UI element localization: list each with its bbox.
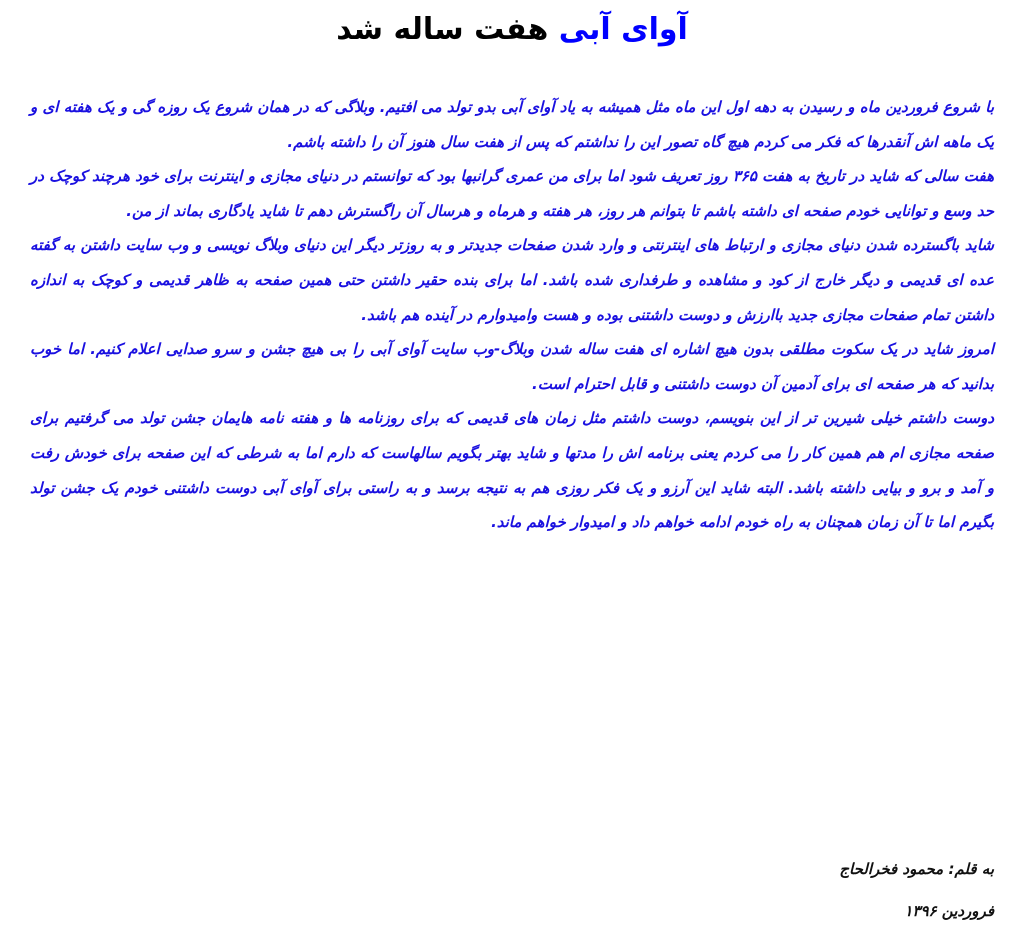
article-body xyxy=(30,90,994,540)
paragraph-1: با شروع فروردین ماه و رسیدن به دهه اول این ماه مثل همیشه به یاد آوای آبی بدو تولد می افتیم. وبلاگی که در همان شروع یک روزه گی و یک هفته ای و یک ماهه اش آنقدرها که فکر می کردم هیچ گاه تصور این را نداشتم که پس از هفت سال هنوز آن را داشته باشم. xyxy=(30,98,994,151)
paragraph-2: هفت سالی که شاید در تاریخ به هفت ۳۶۵ روز تعریف شود اما برای من عمری گرانبها بود که توانستم در دنیای مجازی و اینترنت برای خود هرچند کوچک در حد وسع و توانایی خودم صفحه ای داشته باشم تا بتوانم هر روز، هر هفته و هرماه و هرسال آن راگسترش دهم تا شاید یادگاری بماند از من. xyxy=(30,167,994,220)
title-rest: هفت ساله شد xyxy=(336,12,549,47)
paragraph-4: امروز شاید در یک سکوت مطلقی بدون هیچ اشاره ای هفت ساله شدن وبلاگ-وب سایت آوای آبی را بی هیچ جشن و سرو صدایی اعلام کنیم. اما خوب بدانید که هر صفحه ای برای آدمین آن دوست داشتنی و قابل احترام است. xyxy=(30,340,994,393)
title-highlight: آوای آبی xyxy=(558,12,688,47)
page-title xyxy=(0,8,1024,52)
date-line: فروردین ۱۳۹۶ xyxy=(904,902,994,920)
paragraph-3: شاید باگسترده شدن دنیای مجازی و ارتباط های اینترنتی و وارد شدن صفحات جدیدتر و به روزتر دیگر این دنیای وبلاگ نویسی و وب سایت داشتن به گفته عده ای قدیمی و دیگر خارج از کود و مشاهده و طرفداری شده باشد. اما برای بنده حقیر داشتن حتی همین صفحه به ظاهر قدیمی و کوچک به اندازه داشتن تمام صفحات مجازی جدید باارزش و دوست داشتنی بوده و هست وامیدوارم در آینده هم باشد. xyxy=(30,236,994,324)
author-line: به قلم: محمود فخرالحاج xyxy=(839,860,994,878)
paragraph-5: دوست داشتم خیلی شیرین تر از این بنویسم، دوست داشتم مثل زمان های قدیمی که برای روزنامه ها و هفته نامه هایمان جشن تولد می گرفتیم برای صفحه مجازی ام هم همین کار را می کردم یعنی برنامه اش را مدتها و شاید بهتر بگویم سالهاست که دارم اما به شرطی که این صفحه برای خودش رفت و آمد و برو و بیایی داشته باشد. البته شاید این آرزو و یک فکر روزی هم به نتیجه برسد و به راستی برای آوای آبی دوست داشتنی خودم یک جشن تولد بگیرم اما تا آن زمان همچنان به راه خودم ادامه خواهم داد و امیدوار خواهم ماند. xyxy=(30,409,994,532)
